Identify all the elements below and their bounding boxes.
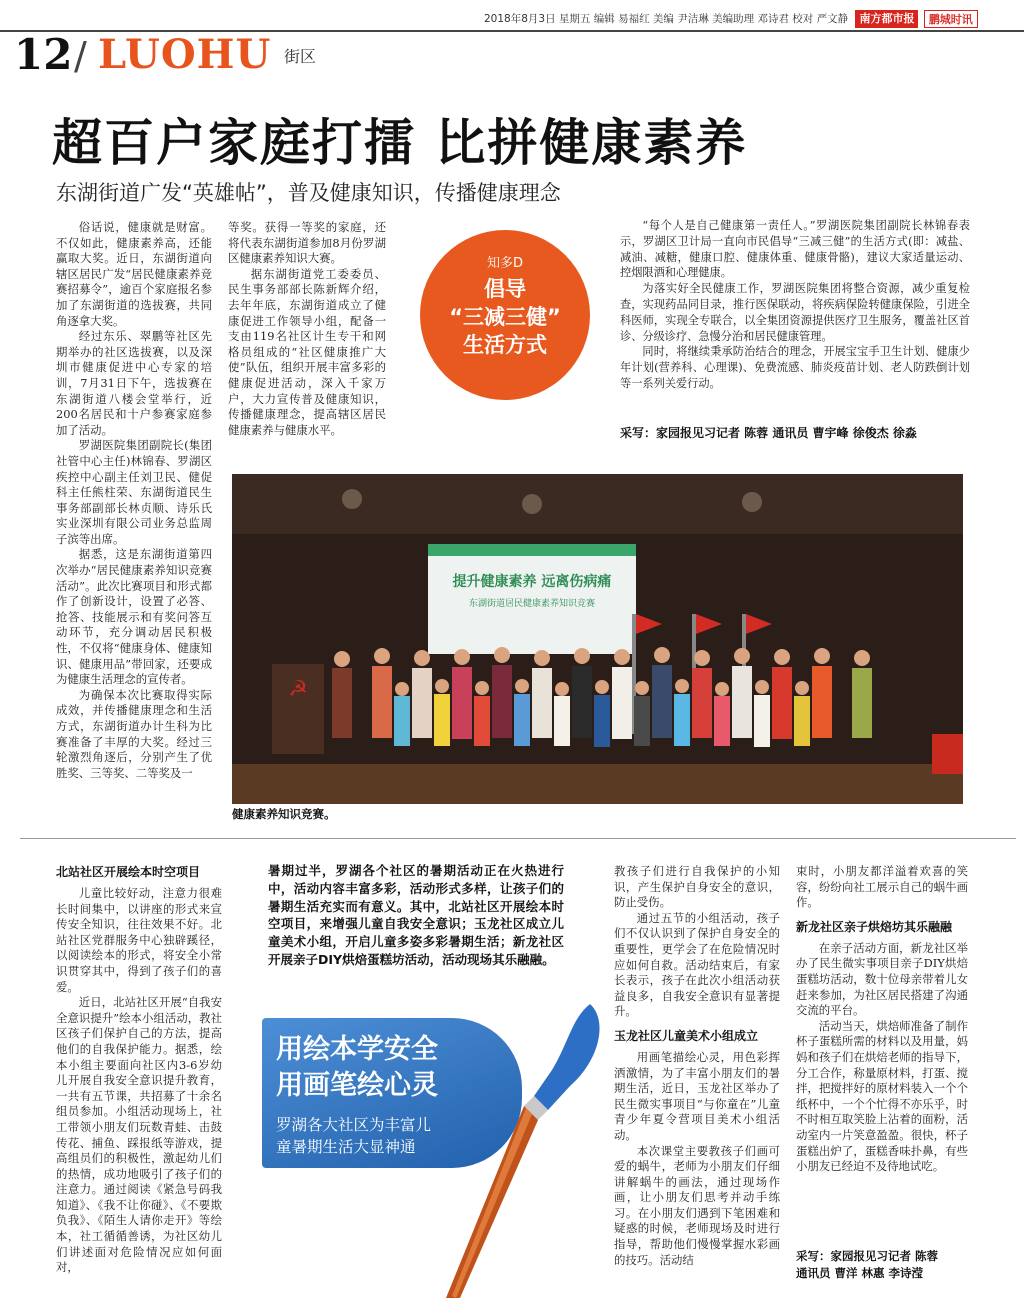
sidebar-title-line-1: 倡导 [484,277,526,301]
article1-column-1 [56,220,212,820]
screen-title: 提升健康素养 远离伤病痛 [452,574,612,590]
paragraph: 在亲子活动方面，新龙社区举办了民生微实事项目亲子DIY烘焙蛋糕坊活动，数十位母亲带着儿女赶来参加，为社区居民搭建了沟通交流的平台。 [796,940,968,1018]
sidebar-title-line-2: “三减三健” [449,305,561,329]
article2-credit [796,1248,972,1282]
paragraph: 儿童比较好动，注意力很难长时间集中，以讲座的形式来宣传安全知识，往往效果不好。北站社区党群服务中心独辟蹊径，以阅读绘本的形式，将安全小常识贯穿其中，得到了孩子们的喜爱。 [56,886,222,994]
banner-subtitle-1: 罗湖各大社区为丰富儿 [276,1116,432,1134]
paragraph: 教孩子们进行自我保护的小知识，产生保护自身安全的意识，防止受伤。 [614,864,780,910]
paragraph: 俗话说，健康就是财富。不仅如此，健康素养高，还能赢取大奖。近日，东湖街道向辖区居民广发“居民健康素养竞赛招募令”，逾百个家庭报名参加了东湖街道的选拔赛，共同角逐拿大奖。 [56,220,212,328]
svg-text:☭: ☭ [288,677,308,702]
page-number: 12 [14,30,73,79]
article2-column-1 [56,862,222,1292]
credit-line-1: 采写：家园报见习记者 陈蓉 [796,1249,939,1263]
paragraph: “每个人是自己健康第一责任人。”罗湖医院集团副院长林锦春表示，罗湖区卫计局一直向市民倡导“三减三健”的生活方式(即：减盐、减油、减糖，健康口腔、健康体重、健康骨骼)，建议大家适量运动、控烟限酒和心理健康。 [620,219,970,280]
paragraph: 据东湖街道党工委委员、民生事务部部长陈新辉介绍，去年年底，东湖街道成立了健康促进工作领导小组，配备一支由119名社区计生专干和网格员组成的“社区健康推广大使”队伍，组织开展丰富多彩的健康促进活动，深入千家万户，大力宣传普及健康知识，传播健康理念，提高辖区居民健康素养与健康水平。 [228,266,386,437]
paragraph: 等奖。获得一等奖的家庭，还将代表东湖街道参加8月份罗湖区健康素养知识大赛。 [228,220,386,266]
paintbrush-icon [440,1000,610,1300]
article2-column-4 [796,864,968,1240]
banner-title-1: 用绘本学安全 [276,1034,438,1065]
paragraph: 为落实好全民健康工作，罗湖医院集团将整合资源，减少重复检查，实现药品同目录，推行医保联动，将疾病保险转健康保险，引进全科医师，实现全专联合，以全集团资源提供医疗卫生服务，覆盖社区首诊、分级诊疗、急慢分治和居民健康管理。 [620,282,970,343]
paragraph: 束时，小朋友都洋溢着欢喜的笑容，纷纷向社工展示自己的蜗牛画作。 [796,864,968,910]
paragraph: 活动当天，烘焙师准备了制作杯子蛋糕所需的材料以及用量，妈妈和孩子们在烘焙老师的指导下，分工合作，称量原材料，打蛋、搅拌，把搅拌好的原材料装入一个个纸杯中，一个个忙得不亦乐乎，时不时相互取笑脸上沾着的面粉，活动室内一片笑意盈盈。很快，杯子蛋糕出炉了，蛋糕香味扑鼻，有些小朋友已经迫不及待地试吃。 [796,1018,968,1174]
paper-logo: 南方都市报 [855,10,918,28]
header-slash: / [74,34,87,78]
paragraph: 罗湖医院集团副院长(集团社管中心主任)林锦春、罗湖区疾控中心副主任刘卫民、健促科主任熊柱荣、东湖街道民生事务部副部长林贞顺、诗乐氏实业深圳有限公司业务总监周子滨等出席。 [56,438,212,546]
article-subheadline: 东湖街道广发“英雄帖”，普及健康知识，传播健康理念 [56,181,561,205]
section-name: LUOHU [98,31,272,78]
section-title: 玉龙社区儿童美术小组成立 [614,1028,759,1043]
article1-credit: 采写：家园报见习记者 陈蓉 通讯员 曹宇峰 徐俊杰 徐淼 [620,426,917,440]
article2-column-3 [614,864,780,1294]
masthead-info [484,8,1016,30]
paragraph: 为确保本次比赛取得实际成效，并传播健康理念和生活方式，东湖街道办计生科为比赛准备了丰厚的大奖。经过三轮激烈角逐后，分别产生了优胜奖、三等奖、二等奖及一 [56,687,212,780]
paragraph: 通过五节的小组活动，孩子们不仅认识到了保护自身安全的重要性，更学会了在危险情况时应如何自救。活动结束后，有家长表示，孩子在此次小组活动获益良多，自我安全意识有显著提升。 [614,910,780,1019]
paragraph: 近日，北站社区开展“自我安全意识提升”绘本小组活动，教社区孩子们保护自己的方法，提高他们的自我保护能力。据悉，绘本小组主要面向社区内3-6岁幼儿开展自我安全意识提升教育，一共有五节课，共招募了十余名组员参加。小组活动现场上，社工带领小朋友们玩数青蛙、击鼓传花、捕鱼、踩报纸等游戏，提高组员们的积极性，激起幼儿们的热情，成功地吸引了孩子们的注意力。通过阅读《紧急号码我知道》、《我不让你碰》、《不要欺负我》、《陌生人请你走开》等绘本，社工循循善诱，为社区幼儿们讲述面对危险情况应如何面对， [56,995,222,1275]
credit-line-2: 通讯员 曹洋 林惠 李诗滢 [796,1266,924,1280]
paragraph: 用画笔描绘心灵，用色彩挥洒激情，为了丰富小朋友们的暑期生活，近日，玉龙社区举办了民生微实事项目“与你童在”儿童青少年夏令营项目美术小组活动。 [614,1049,780,1142]
edition-logo: 鹏城时讯 [924,10,978,28]
date-line: 2018年8月3日 星期五 编辑 易福红 美编 尹洁琳 美编助理 邓诗君 校对 严文静 [484,13,849,25]
paragraph: 同时，将继续秉承防治结合的理念，开展宝宝手卫生计划、健康少年计划(营养科、心理课)、免费流感、肺炎疫苗计划、老人防跌倒计划等一系列关爱行动。 [620,345,970,390]
sidebar-badge [420,230,590,400]
section-subname: 街区 [284,47,317,66]
paragraph: 经过东乐、翠鹏等社区先期举办的社区选拔赛，以及深圳市健康促进中心专家的培训，7月31日下午，选拔赛在东湖街道八楼会堂举行，近200名居民和十户参赛家庭参加了活动。 [56,329,212,437]
paragraph: 本次课堂主要教孩子们画可爱的蜗牛，老师为小朋友们仔细讲解蜗牛的画法，通过现场作画，让小朋友们思考并动手练习。在小朋友们遇到下笔困难和疑惑的时候，老师现场及时进行指导，帮助他们慢慢掌握水彩画的技巧。活动结 [614,1143,780,1267]
event-photo-illustration [232,474,963,804]
sidebar-title-line-3: 生活方式 [463,333,547,357]
photo-caption: 健康素养知识竞赛。 [232,807,336,821]
banner-title-2: 用画笔绘心灵 [276,1070,438,1101]
article-headline: 超百户家庭打擂 比拼健康素养 [52,114,748,172]
section-title: 新龙社区亲子烘焙坊其乐融融 [796,919,953,934]
banner-subtitle-2: 童暑期生活大显神通 [276,1138,416,1156]
sidebar-text [620,218,970,408]
sidebar-kicker: 知多D [486,256,523,271]
article-divider [20,838,1016,839]
article2-lead: 暑期过半，罗湖各个社区的暑期活动正在火热进行中，活动内容丰富多彩，活动形式多样，让孩子们的暑期生活充实而有意义。其中，北站社区开展绘本时空项目，来增强儿童自我安全意识；玉龙社区成立儿童美术小组，开启儿童多姿多彩暑期生活；新龙社区开展亲子DIY烘焙蛋糕坊活动，活动现场其乐融融。 [268,863,564,967]
section-title: 北站社区开展绘本时空项目 [56,865,201,879]
paragraph: 据悉，这是东湖街道第四次举办“居民健康素养知识竞赛活动”。此次比赛项目和形式都作了创新设计，设置了必答、抢答、技能展示和有奖问答互动环节，充分调动居民积极性，不仅将“健康身体、健康知识、健康用品”带回家，还要成为健康生活理念的宣传者。 [56,547,212,687]
screen-subtitle: 东湖街道居民健康素养知识竞赛 [468,599,596,609]
article1-column-2 [228,220,386,470]
event-photo [232,474,963,804]
